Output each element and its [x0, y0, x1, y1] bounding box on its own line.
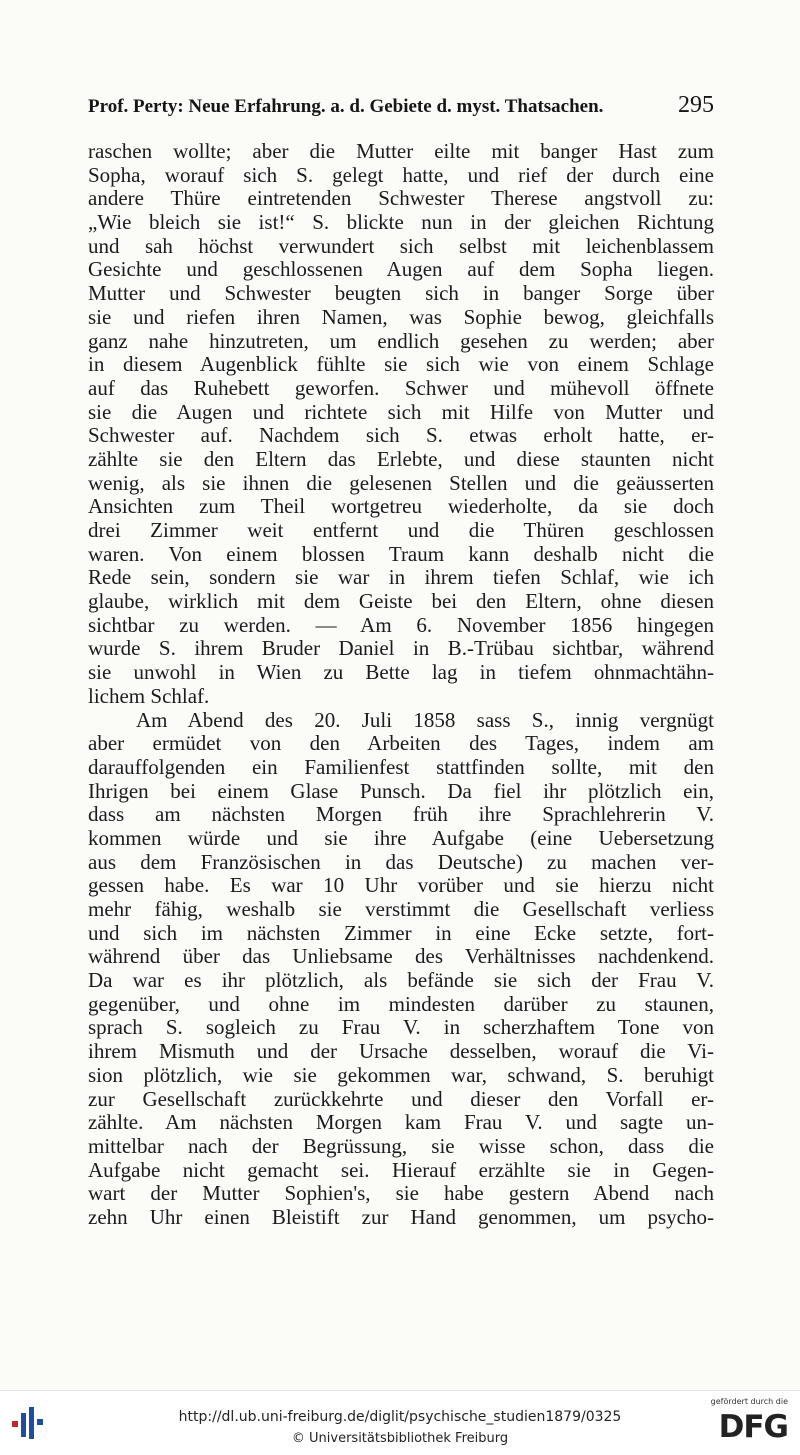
text-line: Da war es ihr plötzlich, als befände sie sich der Frau V.: [88, 969, 714, 993]
body-text: [88, 140, 714, 1230]
text-line: Mutter und Schwester beugten sich in banger Sorge über: [88, 282, 714, 306]
text-line: in diesem Augenblick fühlte sie sich wie von einem Schlage: [88, 353, 714, 377]
text-line: zählte. Am nächsten Morgen kam Frau V. und sagte un-: [88, 1111, 714, 1135]
text-line: sie unwohl in Wien zu Bette lag in tiefem ohnmachtähn-: [88, 661, 714, 685]
text-line: Aufgabe nicht gemacht sei. Hierauf erzählte sie in Gegen-: [88, 1158, 714, 1182]
text-line: wenig, als sie ihnen die gelesenen Stellen und die geäusserten: [88, 471, 714, 495]
text-line: ihrem Mismuth und der Ursache desselben, worauf die Vi-: [88, 1040, 714, 1064]
text-line: „Wie bleich sie ist!“ S. blickte nun in der gleichen Richtung: [88, 211, 714, 235]
text-line: gegenüber, und ohne im mindesten darüber zu staunen,: [88, 992, 714, 1016]
text-line: glaube, wirklich mit dem Geiste bei den Eltern, ohne diesen: [88, 590, 714, 614]
text-line: lichem Schlaf.: [88, 684, 210, 708]
text-line: und sich im nächsten Zimmer in eine Ecke setzte, fort-: [88, 921, 714, 945]
text-line: sie und riefen ihren Namen, was Sophie bewog, gleichfalls: [88, 305, 714, 329]
text-line: mittelbar nach der Begrüssung, sie wisse schon, dass die: [88, 1134, 714, 1158]
text-line: raschen wollte; aber die Mutter eilte mit banger Hast zum: [88, 140, 714, 163]
text-line: während über das Unliebsame des Verhältnisses nachdenkend.: [88, 945, 714, 969]
text-line: Am Abend des 20. Juli 1858 sass S., innig vergnügt: [136, 708, 714, 732]
text-line: und sah höchst verwundert sich selbst mit leichenblassem: [88, 234, 714, 258]
viewer-footer: [0, 1390, 800, 1455]
text-line: sion plötzlich, wie sie gekommen war, schwand, S. beruhigt: [88, 1063, 714, 1087]
source-url-link[interactable]: http://dl.ub.uni-freiburg.de/diglit/psychische_studien1879/0325: [178, 1409, 622, 1425]
page-number: 295: [678, 92, 714, 118]
text-line: wart der Mutter Sophien's, sie habe gestern Abend nach: [88, 1182, 714, 1206]
page-header: [88, 92, 714, 122]
text-line: Sopha, worauf sich S. gelegt hatte, und rief der durch eine: [88, 163, 714, 187]
text-line: andere Thüre eintretenden Schwester Therese angstvoll zu:: [88, 187, 714, 211]
text-line: Rede sein, sondern sie war in ihrem tiefen Schlaf, wie ich: [88, 566, 714, 590]
text-line: Schwester auf. Nachdem sich S. etwas erholt hatte, er-: [88, 424, 714, 448]
text-line: waren. Von einem blossen Traum kann deshalb nicht die: [88, 542, 714, 566]
text-line: mehr fähig, weshalb sie verstimmt die Gesellschaft verliess: [88, 898, 714, 921]
text-line: ganz nahe hinzutreten, um endlich gesehen zu werden; aber: [88, 329, 714, 353]
text-line: drei Zimmer weit entfernt und die Thüren geschlossen: [88, 519, 714, 542]
copyright-notice: © Universitätsbibliothek Freiburg: [291, 1431, 509, 1446]
text-line: zur Gesellschaft zurückkehrte und dieser den Vorfall er-: [88, 1087, 714, 1111]
text-line: wurde S. ihrem Bruder Daniel in B.-Trübau sichtbar, während: [88, 637, 714, 661]
text-line: Ansichten zum Theil wortgetreu wiederholte, da sie doch: [88, 495, 714, 519]
text-line: kommen würde und sie ihre Aufgabe (eine Uebersetzung: [88, 826, 714, 850]
text-line: zehn Uhr einen Bleistift zur Hand genommen, um psycho-: [88, 1205, 714, 1229]
text-line: Ihrigen bei einem Glase Punsch. Da fiel ihr plötzlich ein,: [88, 779, 714, 803]
text-line: dass am nächsten Morgen früh ihre Sprachlehrerin V.: [88, 803, 714, 827]
text-line: darauffolgenden ein Familienfest stattfinden sollte, mit den: [88, 755, 714, 779]
text-line: sichtbar zu werden. — Am 6. November 1856 hingegen: [88, 613, 714, 637]
text-line: Gesichte und geschlossenen Augen auf dem Sopha liegen.: [88, 258, 714, 282]
text-line: sie die Augen und richtete sich mit Hilfe von Mutter und: [88, 400, 714, 424]
text-line: aus dem Französischen in das Deutsche) zu machen ver-: [88, 850, 714, 874]
dfg-tagline: gefördert durch die: [710, 1397, 788, 1406]
text-line: sprach S. sogleich zu Frau V. in scherzhaftem Tone von: [88, 1016, 714, 1040]
text-line: aber ermüdet von den Arbeiten des Tages, indem am: [88, 732, 714, 756]
text-line: auf das Ruhebett geworfen. Schwer und mühevoll öffnete: [88, 376, 714, 400]
running-head: Prof. Perty: Neue Erfahrung. a. d. Gebiete d. myst. Thatsachen.: [88, 96, 604, 117]
text-line: zählte sie den Eltern das Erlebte, und diese staunten nicht: [88, 447, 714, 471]
dfg-logo-icon: DFG: [718, 1409, 788, 1445]
text-line: gessen habe. Es war 10 Uhr vorüber und sie hierzu nicht: [88, 874, 714, 898]
